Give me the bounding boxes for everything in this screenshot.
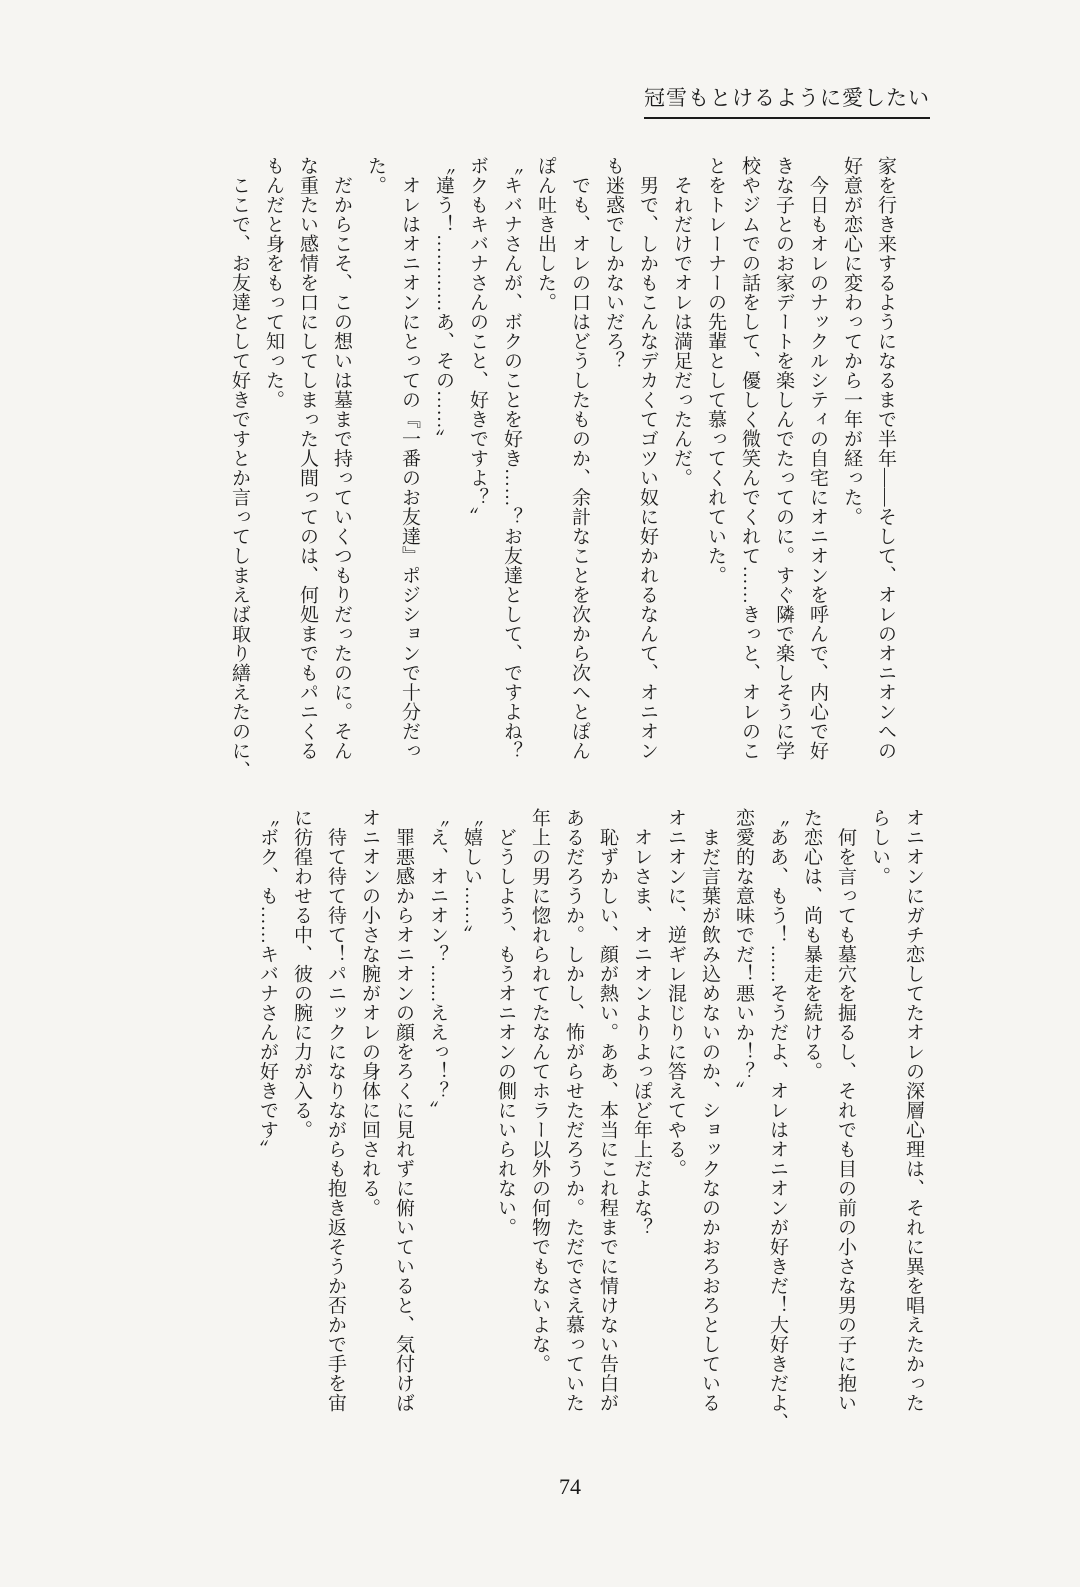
text-column: どうしよう、もうオニオンの側にいられない。 xyxy=(495,808,516,1237)
running-header-title: 冠雪もとけるように愛したい xyxy=(644,82,930,119)
text-column: 〝キバナさんが、ボクのことを好き……？お友達として、ですよね？ xyxy=(501,156,522,761)
text-column: 今日もオレのナックルシティの自宅にオニオンを呼んで、内心で好 xyxy=(807,156,828,761)
vertical-text-block-upper xyxy=(222,156,902,781)
text-column: 恋愛的な意味でだ！悪いか！？〟 xyxy=(733,808,754,1101)
text-column: 家を行き来するようになるまで半年――そして、オレのオニオンへの xyxy=(875,156,896,761)
text-column: あるだろうか。しかし、怖がらせただろうか。ただでさえ慕っていた xyxy=(563,808,584,1413)
text-column: ここで、お友達として好きですとか言ってしまえば取り繕えたのに、 xyxy=(229,156,250,780)
text-column: もんだと身をもって知った。 xyxy=(263,156,284,410)
text-column: でも、オレの口はどうしたものか、余計なことを次から次へとぽん xyxy=(569,156,590,761)
text-column: 〝違う！…………あ、その……〟 xyxy=(433,156,454,449)
text-column: た恋心は、尚も暴走を続ける。 xyxy=(801,808,822,1081)
text-column: とをトレーナーの先輩として慕ってくれていた。 xyxy=(705,156,726,585)
text-column: オニオンに、逆ギレ混じりに答えてやる。 xyxy=(665,808,686,1179)
text-column: オレはオニオンにとっての『一番のお友達』ポジションで十分だっ xyxy=(399,156,420,761)
text-column: に彷徨わせる中、彼の腕に力が入る。 xyxy=(291,808,312,1140)
text-column: ぽん吐き出した。 xyxy=(535,156,556,312)
text-column: 罪悪感からオニオンの顔をろくに見れずに俯いていると、気付けば xyxy=(393,808,414,1413)
text-column: た。 xyxy=(365,156,386,195)
text-column: 〝ああ、もう！……そうだよ、オレはオニオンが好きだ！大好きだよ、 xyxy=(767,808,788,1432)
text-column: な重たい感情を口にしてしまった人間ってのは、何処までもパニくる xyxy=(297,156,318,761)
text-column: きな子とのお家デートを楽しんでたってのに。すぐ隣で楽しそうに学 xyxy=(773,156,794,761)
text-column: だからこそ、この想いは墓まで持っていくつもりだったのに。そん xyxy=(331,156,352,761)
text-column: オニオンの小さな腕がオレの身体に回される。 xyxy=(359,808,380,1218)
text-column: 年上の男に惚れられてたなんてホラー以外の何物でもないよな。 xyxy=(529,808,550,1374)
text-column: 校やジムでの話をして、優しく微笑んでくれて……きっと、オレのこ xyxy=(739,156,760,761)
text-column: 好意が恋心に変わってから一年が経った。 xyxy=(841,156,862,527)
text-column: オニオンにガチ恋してたオレの深層心理は、それに異を唱えたかった xyxy=(903,808,924,1413)
text-column: まだ言葉が飲み込めないのか、ショックなのかおろおろとしている xyxy=(699,808,720,1413)
page-number: 74 xyxy=(559,1474,581,1499)
text-column: 待て待て待て！パニックになりながらも抱き返そうか否かで手を宙 xyxy=(325,808,346,1413)
text-column: も迷惑でしかないだろ？ xyxy=(603,156,624,371)
text-column: 〝嬉しい……〟 xyxy=(461,808,482,945)
text-column: らしい。 xyxy=(869,808,890,886)
text-column: 何を言っても墓穴を掘るし、それでも目の前の小さな男の子に抱い xyxy=(835,808,856,1413)
text-column: 〝え、オニオン？……ええっ！？〟 xyxy=(427,808,448,1120)
text-column: オレさま、オニオンよりよっぽど年上だよな？ xyxy=(631,808,652,1237)
text-column: それだけでオレは満足だったんだ。 xyxy=(671,156,692,488)
text-column: 〝ボク、も……キバナさんが好きです〟 xyxy=(257,808,278,1159)
text-column: 男で、しかもこんなデカくてゴツい奴に好かれるなんて、オニオン xyxy=(637,156,658,761)
vertical-text-block-lower xyxy=(250,808,930,1453)
text-column: ボクもキバナさんのこと、好きですよ？〟 xyxy=(467,156,488,527)
text-column: 恥ずかしい、顔が熱い。ああ、本当にこれ程までに情けない告白が xyxy=(597,808,618,1413)
